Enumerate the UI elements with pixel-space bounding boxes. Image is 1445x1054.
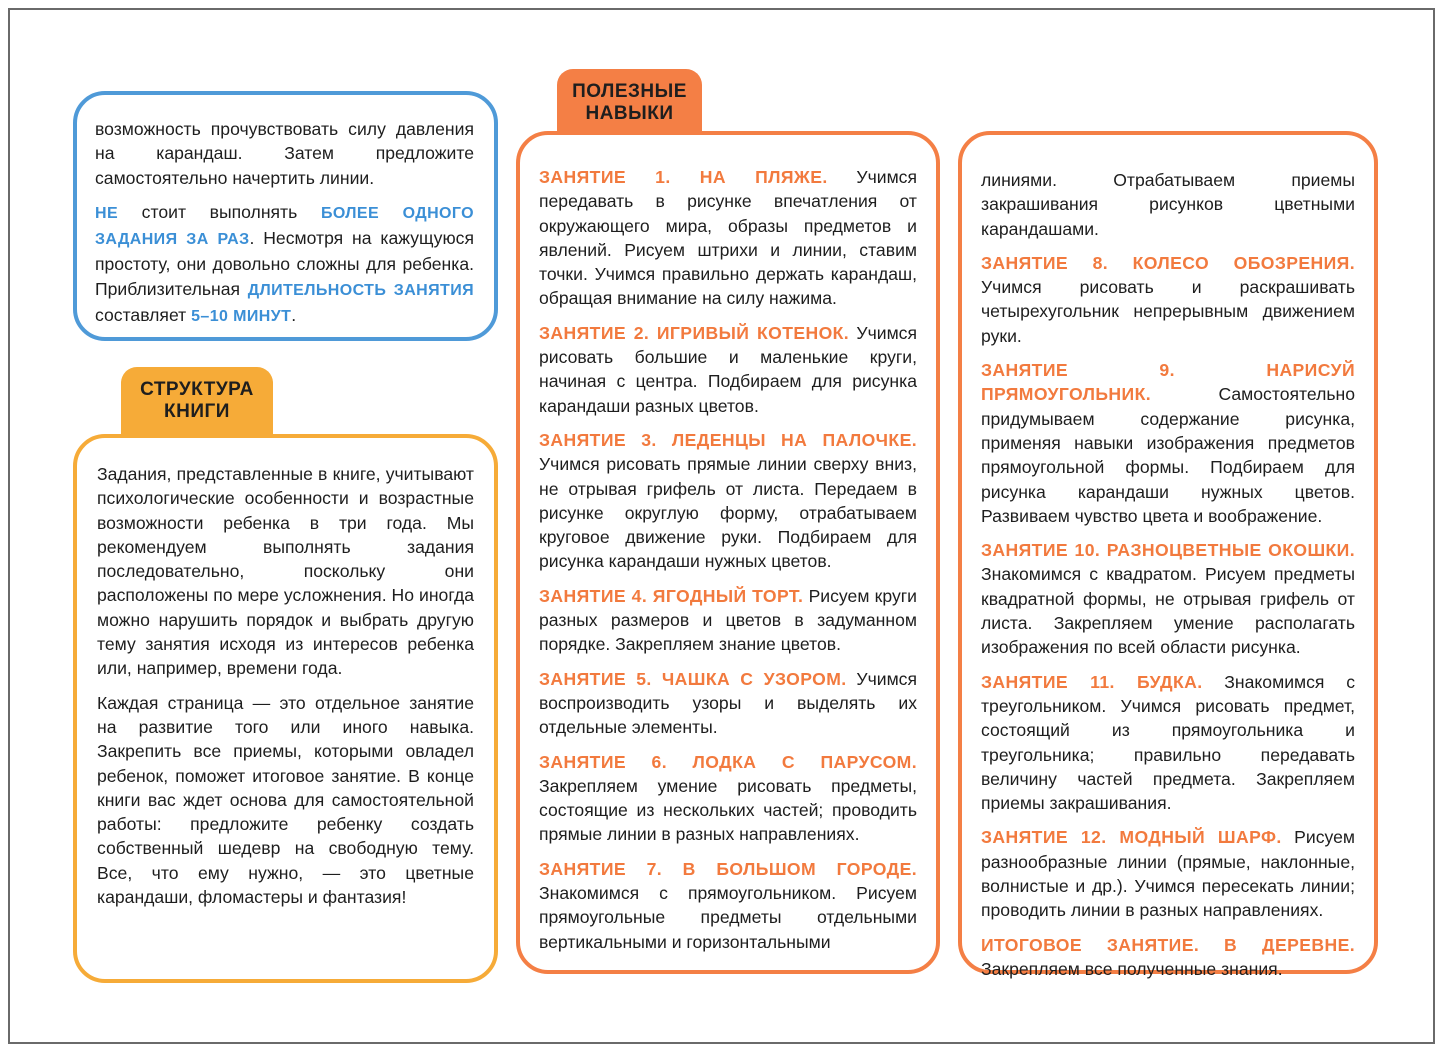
lessons-box-2 [958, 131, 1378, 979]
lesson-7: ЗАНЯТИЕ 7. В БОЛЬШОМ ГОРОДЕ. Знакомимся с прямоугольником. Рисуем прямоугольные предметы отдельными вертикальными и горизонтальными [539, 858, 917, 952]
lessons-box-1 [516, 131, 940, 974]
lesson-5: ЗАНЯТИЕ 5. ЧАШКА С УЗОРОМ. Учимся воспроизводить узоры и выделять их отдельные элементы. [539, 668, 917, 738]
lesson-6: ЗАНЯТИЕ 6. ЛОДКА С ПАРУСОМ. Закрепляем умение рисовать предметы, состоящие из нескольких частей; проводить прямые линии в разных направлениях. [539, 751, 917, 845]
lesson-8: ЗАНЯТИЕ 8. КОЛЕСО ОБОЗРЕНИЯ. Учимся рисовать и раскрашивать четырехугольник непрерывным движением руки. [981, 252, 1355, 346]
lesson-11: ЗАНЯТИЕ 11. БУДКА. Знакомимся с треугольником. Учимся рисовать предмет, состоящий из прямоугольника и треугольника; правильно передавать величину частей предмета. Закрепляем приемы закрашивания. [981, 671, 1355, 814]
highlight-one-task: БОЛЕЕ ОДНОГО ЗАДАНИЯ ЗА РАЗ [95, 204, 474, 249]
lesson-9: ЗАНЯТИЕ 9. НАРИСУЙ ПРЯМОУГОЛЬНИК. Самостоятельно придумываем содержание рисунка, применяя навыки изображения предметов прямоугольной формы. Подбираем для рисунка карандаши нужных цветов. Развиваем чувство цвета и воображение. [981, 360, 1355, 526]
section-tab-book-structure [121, 367, 273, 441]
tab-title-line2: НАВЫКИ [585, 103, 674, 124]
lesson-2: ЗАНЯТИЕ 2. ИГРИВЫЙ КОТЕНОК. Учимся рисовать большие и маленькие круги, начиная с центра. Подбираем для рисунка карандаши разных цветов. [539, 322, 918, 416]
blue-note-paragraph-2: НЕ стоит выполнять БОЛЕЕ ОДНОГО ЗАДАНИЯ ЗА РАЗ. Несмотря на кажущуюся простоту, они довольно сложны для ребенка. Приблизительная ДЛИТЕЛЬНОСТЬ ЗАНЯТИЯ составляет 5–10 МИНУТ. [95, 201, 474, 326]
highlight-minutes: 5–10 МИНУТ [191, 308, 292, 326]
lesson-1: ЗАНЯТИЕ 1. НА ПЛЯЖЕ. Учимся передавать в рисунке впечатления от окружающего мира, образы предметов и явлений. Рисуем штрихи и линии, ставим точки. Учимся правильно держать карандаш, обращая внимание на силу нажима. [539, 167, 917, 309]
highlight-duration: ДЛИТЕЛЬНОСТЬ ЗАНЯТИЯ [247, 281, 474, 299]
lesson-4: ЗАНЯТИЕ 4. ЯГОДНЫЙ ТОРТ. Рисуем круги разных размеров и цветов в задуманном порядке. Закрепляем знание цветов. [539, 585, 917, 655]
tab-title-line2: КНИГИ [164, 401, 230, 422]
structure-paragraph-2: Каждая страница — это отдельное занятие на развитие того или иного навыка. Закрепить все приемы, которыми овладел ребенок, поможет итоговое занятие. В конце книги вас ждет основа для самостоятельной работы: предложите ребенку создать собственный шедевр на свободную тему. Все, что ему нужно, — это цветные карандаши, фломастеры и фантазия! [97, 692, 474, 908]
structure-paragraph-1: Задания, представленные в книге, учитывают психологические особенности и возрастные возможности ребенка в три года. Мы рекомендуем выполнять задания последовательно, поскольку они расположены по мере усложнения. Но иногда можно нарушить порядок и выбрать другую тему занятия исходя из интересов ребенка или, например, времени года. [97, 464, 474, 679]
tab-title-line1: ПОЛЕЗНЫЕ [572, 81, 687, 102]
lesson-7-continued: линиями. Отрабатываем приемы закрашивания рисунков цветными карандашами. [981, 170, 1355, 239]
lesson-10: ЗАНЯТИЕ 10. РАЗНОЦВЕТНЫЕ ОКОШКИ. Знакомимся с квадратом. Рисуем предметы квадратной формы, не отрывая грифель от листа. Закрепляем умение располагать изображения по всей области рисунка. [981, 540, 1355, 658]
lesson-12: ЗАНЯТИЕ 12. МОДНЫЙ ШАРФ. Рисуем разнообразные линии (прямые, наклонные, волнистые и др.). Учимся пересекать линии; проводить линии в разных направлениях. [981, 827, 1355, 921]
blue-note-paragraph-1: возможность прочувствовать силу давления на карандаш. Затем предложите самостоятельно начертить линии. [95, 119, 474, 188]
blue-note-box [73, 91, 498, 341]
lesson-3: ЗАНЯТИЕ 3. ЛЕДЕНЦЫ НА ПАЛОЧКЕ. Учимся рисовать прямые линии сверху вниз, не отрывая грифель от листа. Передаем в рисунке округлую форму, отрабатываем круговое движение руки. Подбираем для рисунка карандаши нужных цветов. [539, 429, 917, 572]
lesson-final: ИТОГОВОЕ ЗАНЯТИЕ. В ДЕРЕВНЕ. Закрепляем все полученные знания. [981, 934, 1355, 979]
book-structure-box [73, 434, 498, 983]
tab-title-line1: СТРУКТУРА [140, 379, 254, 400]
highlight-not: НЕ [95, 204, 119, 222]
